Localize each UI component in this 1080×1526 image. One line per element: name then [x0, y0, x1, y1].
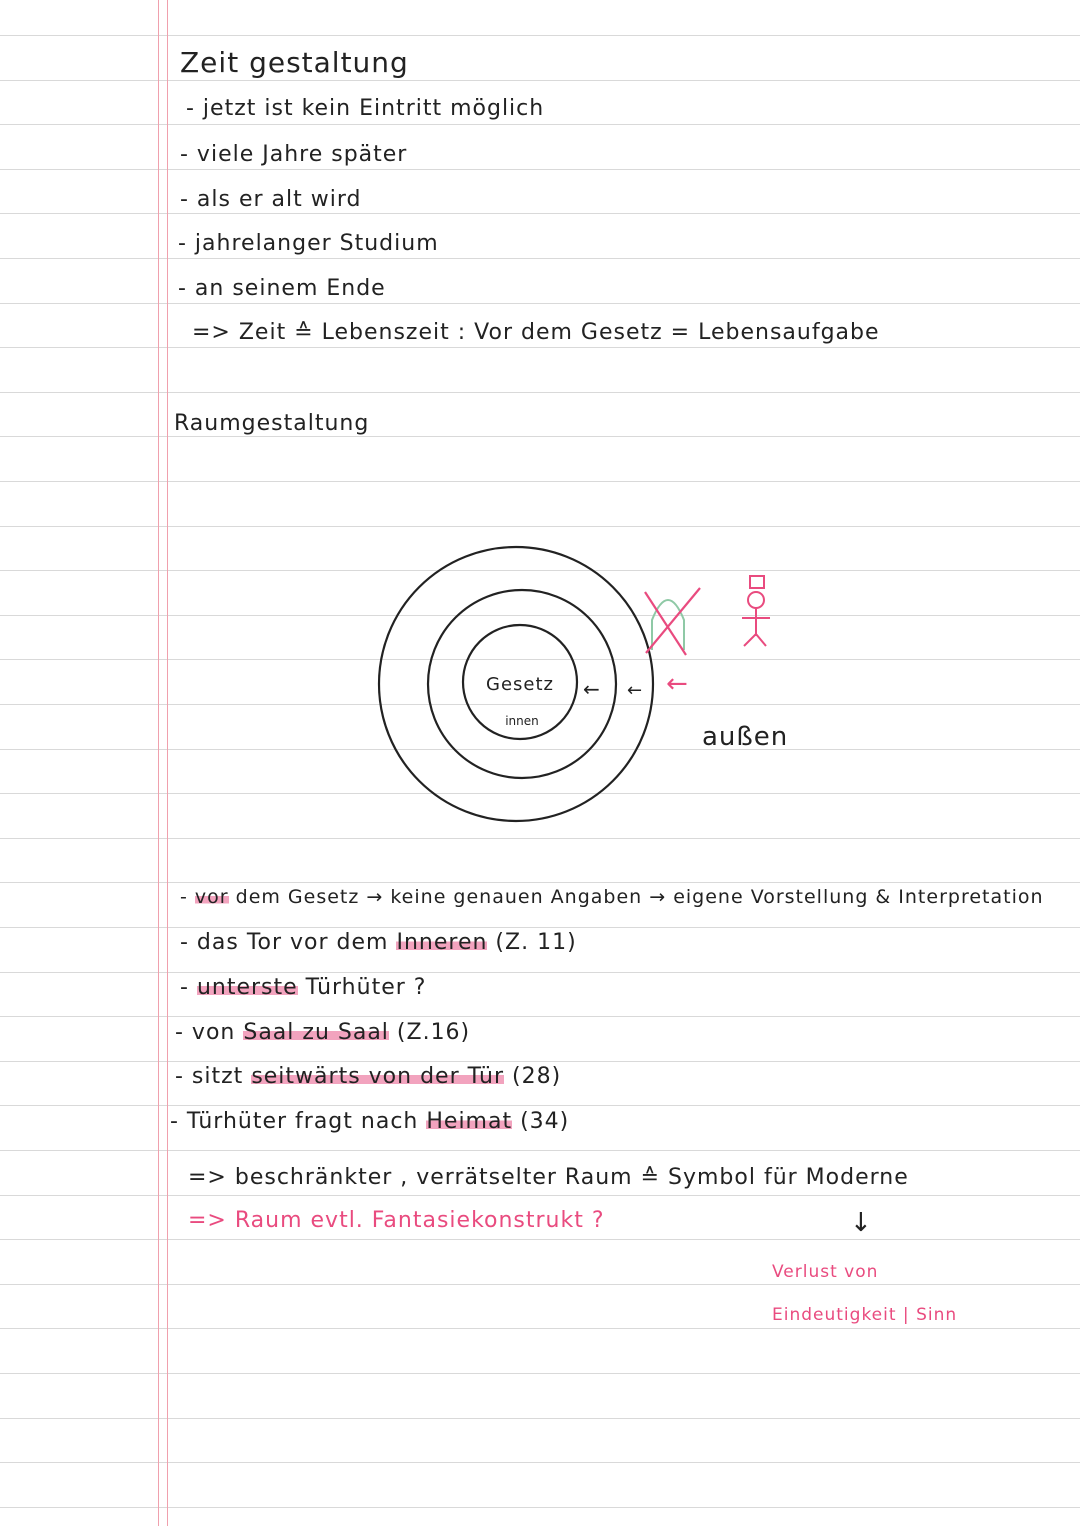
space-heading: Raumgestaltung: [174, 411, 370, 436]
center-label: Gesetz: [486, 674, 554, 695]
door-crossed-icon: [645, 588, 700, 655]
space-item-1-text: dem Gesetz → keine genauen Angaben → eigene Vorstellung & Interpretation: [228, 886, 1044, 908]
note-line-2: Eindeutigkeit | Sinn: [772, 1305, 958, 1325]
note-line-1: Verlust von: [772, 1262, 879, 1282]
outer-label: außen: [702, 722, 789, 752]
space-item-1: [180, 886, 1044, 908]
space-item-6-text: - Türhüter fragt nach: [170, 1109, 427, 1134]
space-item-4-text: - von: [175, 1020, 244, 1045]
time-item-5: - an seinem Ende: [178, 276, 386, 301]
space-item-6-highlight: Heimat: [426, 1109, 513, 1134]
arrow-pink-glyph: ←: [666, 669, 688, 699]
space-conclusion-1: => beschränkter , verrätselter Raum ≙ Symbol für Moderne: [188, 1165, 909, 1190]
space-item-6: [170, 1109, 569, 1134]
space-item-1-highlight: vor: [194, 886, 229, 908]
space-item-3-dash: -: [180, 975, 189, 1000]
space-item-6-ref: (34): [512, 1109, 570, 1134]
space-item-5-highlight: seitwärts von der Tür: [251, 1064, 505, 1089]
time-item-3: - als er alt wird: [180, 187, 362, 212]
arrow-outer-glyph: ←: [627, 680, 643, 701]
time-conclusion: => Zeit ≙ Lebenszeit : Vor dem Gesetz = Lebensaufgabe: [192, 320, 880, 345]
space-item-3-highlight: unterste: [196, 975, 298, 1000]
space-item-2-highlight: Inneren: [396, 930, 488, 955]
space-item-3-text: Türhüter ?: [297, 975, 427, 1000]
down-arrow-icon: ↓: [850, 1208, 873, 1238]
space-item-5-ref: (28): [504, 1064, 562, 1089]
space-item-4-highlight: Saal zu Saal: [243, 1020, 389, 1045]
space-item-4: [175, 1020, 470, 1045]
space-item-2: [180, 930, 577, 955]
space-item-2-text: - das Tor vor dem: [180, 930, 397, 955]
space-item-2-ref: (Z. 11): [487, 930, 577, 955]
space-item-4-ref: (Z.16): [388, 1020, 471, 1045]
space-item-3: [180, 975, 426, 1000]
time-item-4: - jahrelanger Studium: [178, 231, 439, 256]
space-item-5-text: - sitzt: [175, 1064, 252, 1089]
arrow-inner-glyph: ←: [583, 677, 600, 701]
space-item-5: [175, 1064, 561, 1089]
time-heading: Zeit gestaltung: [180, 46, 409, 79]
gatekeeper-figure-icon: [742, 576, 770, 646]
space-conclusion-2: => Raum evtl. Fantasiekonstrukt ?: [188, 1208, 605, 1233]
time-item-1: - jetzt ist kein Eintritt möglich: [186, 96, 545, 121]
inner-label: innen: [505, 714, 539, 728]
space-item-1-dash: -: [180, 886, 188, 908]
time-item-2: - viele Jahre später: [180, 142, 408, 167]
